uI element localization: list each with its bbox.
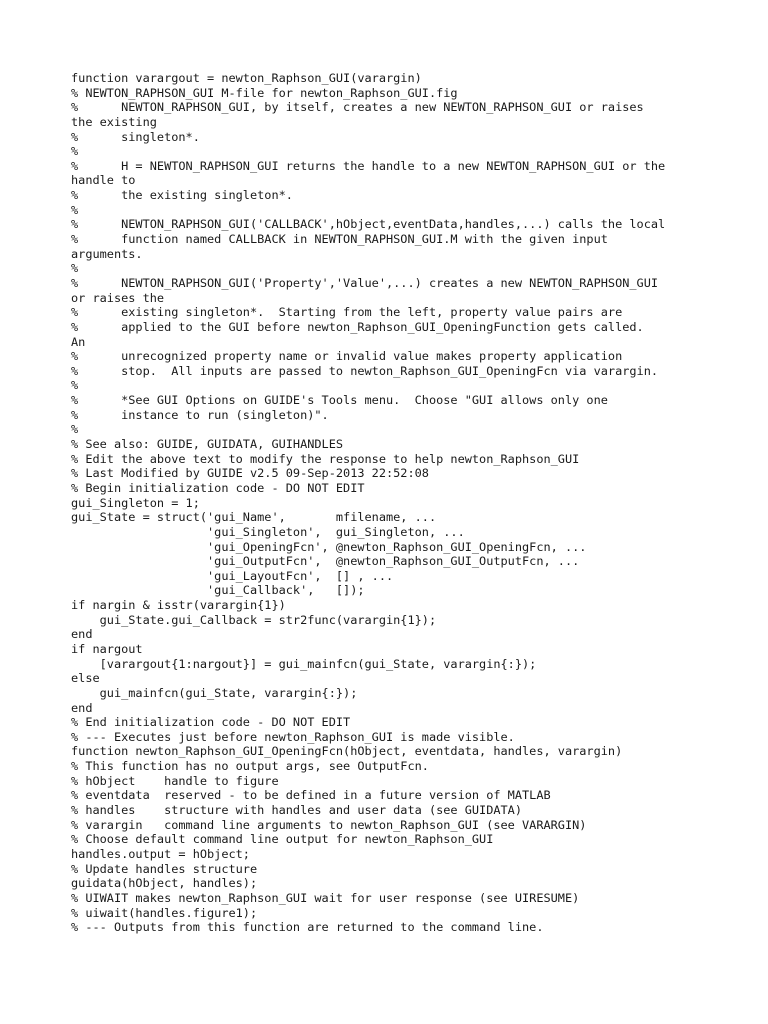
code-line: % --- Outputs from this function are returned to the command line. xyxy=(71,920,544,935)
code-line: % End initialization code - DO NOT EDIT xyxy=(71,715,351,730)
code-line: % hObject handle to figure xyxy=(71,773,279,788)
code-line: gui_State.gui_Callback = str2func(varargin{1}); xyxy=(71,612,437,627)
code-listing xyxy=(71,71,711,935)
code-line: % xyxy=(71,422,79,437)
code-line: % existing singleton*. Starting from the left, property value pairs are xyxy=(71,305,623,320)
code-line: % Choose default command line output for newton_Raphson_GUI xyxy=(71,832,494,847)
code-line: % eventdata reserved - to be defined in a future version of MATLAB xyxy=(71,788,551,803)
code-line: % applied to the GUI before newton_Raphson_GUI_OpeningFunction gets called. xyxy=(71,319,644,334)
code-line: % singleton*. xyxy=(71,129,200,144)
code-line: % varargin command line arguments to newton_Raphson_GUI (see VARARGIN) xyxy=(71,817,587,832)
code-line: % *See GUI Options on GUIDE's Tools menu. Choose "GUI allows only one xyxy=(71,393,608,408)
code-line: % xyxy=(71,378,79,393)
code-line: end xyxy=(71,627,93,642)
code-line: if nargout xyxy=(71,641,143,656)
code-line: % handles structure with handles and user data (see GUIDATA) xyxy=(71,803,523,818)
code-line: % uiwait(handles.figure1); xyxy=(71,905,258,920)
code-line: % instance to run (singleton)". xyxy=(71,407,329,422)
code-line: 'gui_Callback', []); xyxy=(71,583,365,598)
code-line: gui_State = struct('gui_Name', mfilename, ... xyxy=(71,510,437,525)
code-line: end xyxy=(71,700,93,715)
code-line: arguments. xyxy=(71,246,143,261)
code-line: % function named CALLBACK in NEWTON_RAPHSON_GUI.M with the given input xyxy=(71,232,608,247)
code-line: % NEWTON_RAPHSON_GUI, by itself, creates a new NEWTON_RAPHSON_GUI or raises xyxy=(71,100,644,115)
code-line: [varargout{1:nargout}] = gui_mainfcn(gui_State, varargin{:}); xyxy=(71,656,537,671)
code-line: function varargout = newton_Raphson_GUI(varargin) xyxy=(71,71,422,85)
code-line: if nargin & isstr(varargin{1}) xyxy=(71,598,286,613)
code-line: % See also: GUIDE, GUIDATA, GUIHANDLES xyxy=(71,437,344,452)
code-line: gui_Singleton = 1; xyxy=(71,495,200,510)
code-line: guidata(hObject, handles); xyxy=(71,876,258,891)
code-line: % Update handles structure xyxy=(71,861,258,876)
code-line: % H = NEWTON_RAPHSON_GUI returns the handle to a new NEWTON_RAPHSON_GUI or the xyxy=(71,158,666,173)
code-line: or raises the xyxy=(71,290,165,305)
code-line: % the existing singleton*. xyxy=(71,188,293,203)
code-line: % unrecognized property name or invalid value makes property application xyxy=(71,349,623,364)
code-line: % Last Modified by GUIDE v2.5 09-Sep-2013 22:52:08 xyxy=(71,466,429,481)
code-line: function newton_Raphson_GUI_OpeningFcn(hObject, eventdata, handles, varargin) xyxy=(71,744,623,759)
code-line: % xyxy=(71,202,79,217)
code-line: % Edit the above text to modify the response to help newton_Raphson_GUI xyxy=(71,451,580,466)
code-line: handle to xyxy=(71,173,136,188)
code-line: the existing xyxy=(71,114,157,129)
code-line: % This function has no output args, see OutputFcn. xyxy=(71,759,429,774)
code-line: gui_mainfcn(gui_State, varargin{:}); xyxy=(71,685,358,700)
code-line: handles.output = hObject; xyxy=(71,846,250,861)
code-line: 'gui_Singleton', gui_Singleton, ... xyxy=(71,524,465,539)
code-line: An xyxy=(71,334,86,349)
code-line: % UIWAIT makes newton_Raphson_GUI wait for user response (see UIRESUME) xyxy=(71,890,580,905)
code-line: % NEWTON_RAPHSON_GUI('Property','Value',...) creates a new NEWTON_RAPHSON_GUI xyxy=(71,275,659,290)
code-line: % stop. All inputs are passed to newton_Raphson_GUI_OpeningFcn via varargin. xyxy=(71,363,659,378)
code-line: % Begin initialization code - DO NOT EDIT xyxy=(71,480,365,495)
code-line: % --- Executes just before newton_Raphson_GUI is made visible. xyxy=(71,729,515,744)
code-line: else xyxy=(71,671,100,686)
code-line: 'gui_LayoutFcn', [] , ... xyxy=(71,568,394,583)
code-line: % NEWTON_RAPHSON_GUI M-file for newton_Raphson_GUI.fig xyxy=(71,85,458,100)
code-line: 'gui_OutputFcn', @newton_Raphson_GUI_OutputFcn, ... xyxy=(71,554,580,569)
code-line: % NEWTON_RAPHSON_GUI('CALLBACK',hObject,eventData,handles,...) calls the local xyxy=(71,217,666,232)
code-line: % xyxy=(71,261,79,276)
code-line: % xyxy=(71,144,79,159)
code-line: 'gui_OpeningFcn', @newton_Raphson_GUI_OpeningFcn, ... xyxy=(71,539,587,554)
